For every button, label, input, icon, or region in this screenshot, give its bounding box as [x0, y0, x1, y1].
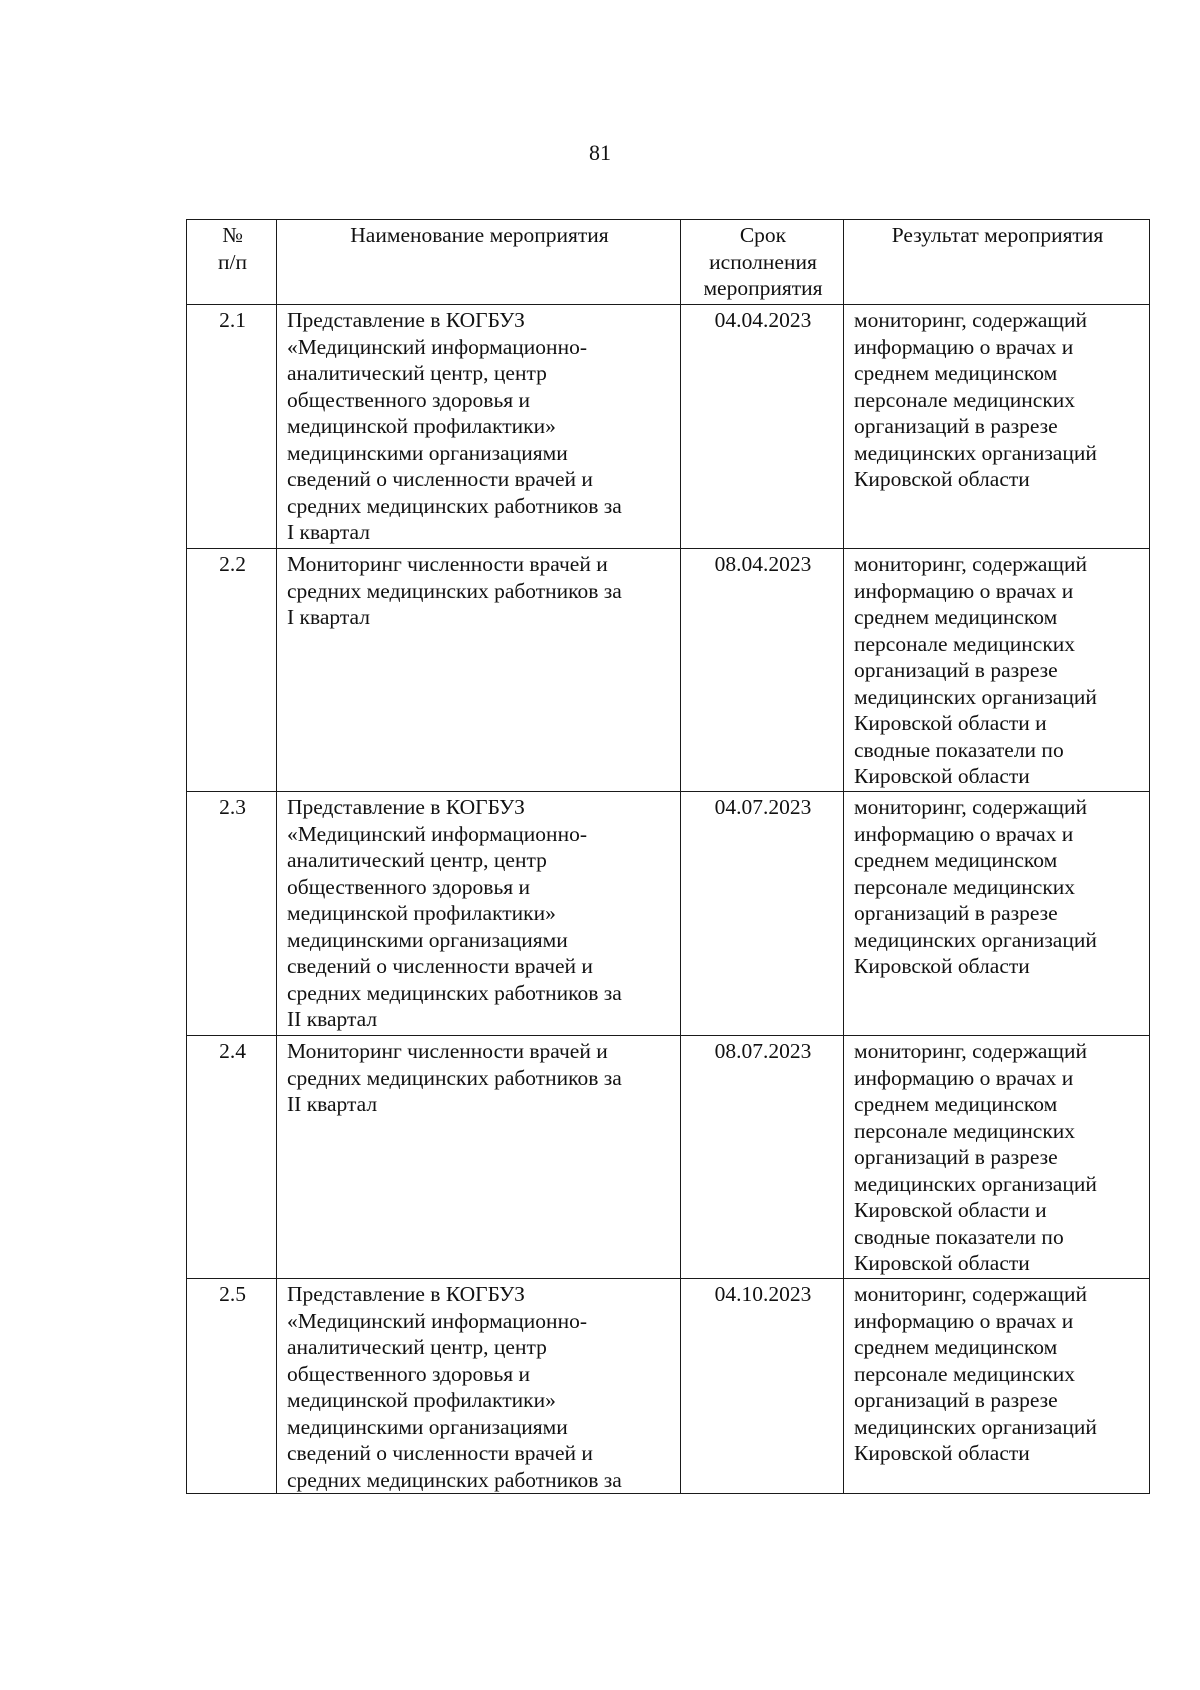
header-deadline: Срок исполнения мероприятия	[681, 220, 844, 305]
row-activity-name: Представление в КОГБУЗ «Медицинский информационно- аналитический центр, центр общественного здоровья и медицинской профилактики» медицинскими организациями сведений о численности врачей и средних медицинских работников за I квартал	[277, 305, 681, 549]
table-row	[187, 1036, 1150, 1279]
row-deadline: 08.04.2023	[681, 549, 844, 792]
row-number: 2.3	[187, 792, 277, 1036]
row-activity-name: Мониторинг численности врачей и средних медицинских работников за I квартал	[277, 549, 681, 792]
row-deadline: 04.10.2023	[681, 1279, 844, 1494]
row-number: 2.5	[187, 1279, 277, 1494]
row-number: 2.1	[187, 305, 277, 549]
row-number: 2.4	[187, 1036, 277, 1279]
table-row	[187, 305, 1150, 549]
header-result: Результат мероприятия	[844, 220, 1150, 305]
row-deadline: 04.07.2023	[681, 792, 844, 1036]
table-row	[187, 1279, 1150, 1494]
row-number: 2.2	[187, 549, 277, 792]
row-result: мониторинг, содержащий информацию о врачах и среднем медицинском персонале медицинских организаций в разрезе медицинских организаций Кировской области	[844, 305, 1150, 549]
row-activity-name: Мониторинг численности врачей и средних медицинских работников за II квартал	[277, 1036, 681, 1279]
header-number: № п/п	[187, 220, 277, 305]
row-result: мониторинг, содержащий информацию о врачах и среднем медицинском персонале медицинских организаций в разрезе медицинских организаций Кировской области	[844, 1279, 1150, 1494]
row-result: мониторинг, содержащий информацию о врачах и среднем медицинском персонале медицинских организаций в разрезе медицинских организаций Кировской области	[844, 792, 1150, 1036]
row-deadline: 04.04.2023	[681, 305, 844, 549]
row-result: мониторинг, содержащий информацию о врачах и среднем медицинском персонале медицинских организаций в разрезе медицинских организаций Кировской области и сводные показатели по Кировской области	[844, 549, 1150, 792]
table-row	[187, 792, 1150, 1036]
page-number: 81	[589, 140, 611, 165]
row-activity-name: Представление в КОГБУЗ «Медицинский информационно- аналитический центр, центр общественного здоровья и медицинской профилактики» медицинскими организациями сведений о численности врачей и средних медицинских работников за	[277, 1279, 681, 1494]
row-deadline: 08.07.2023	[681, 1036, 844, 1279]
table-row	[187, 549, 1150, 792]
activities-table	[186, 219, 1150, 1494]
row-activity-name: Представление в КОГБУЗ «Медицинский информационно- аналитический центр, центр общественного здоровья и медицинской профилактики» медицинскими организациями сведений о численности врачей и средних медицинских работников за II квартал	[277, 792, 681, 1036]
table-header-row	[187, 220, 1150, 305]
activities-table-container	[186, 219, 1149, 1494]
row-result: мониторинг, содержащий информацию о врачах и среднем медицинском персонале медицинских организаций в разрезе медицинских организаций Кировской области и сводные показатели по Кировской области	[844, 1036, 1150, 1279]
header-activity-name: Наименование мероприятия	[277, 220, 681, 305]
